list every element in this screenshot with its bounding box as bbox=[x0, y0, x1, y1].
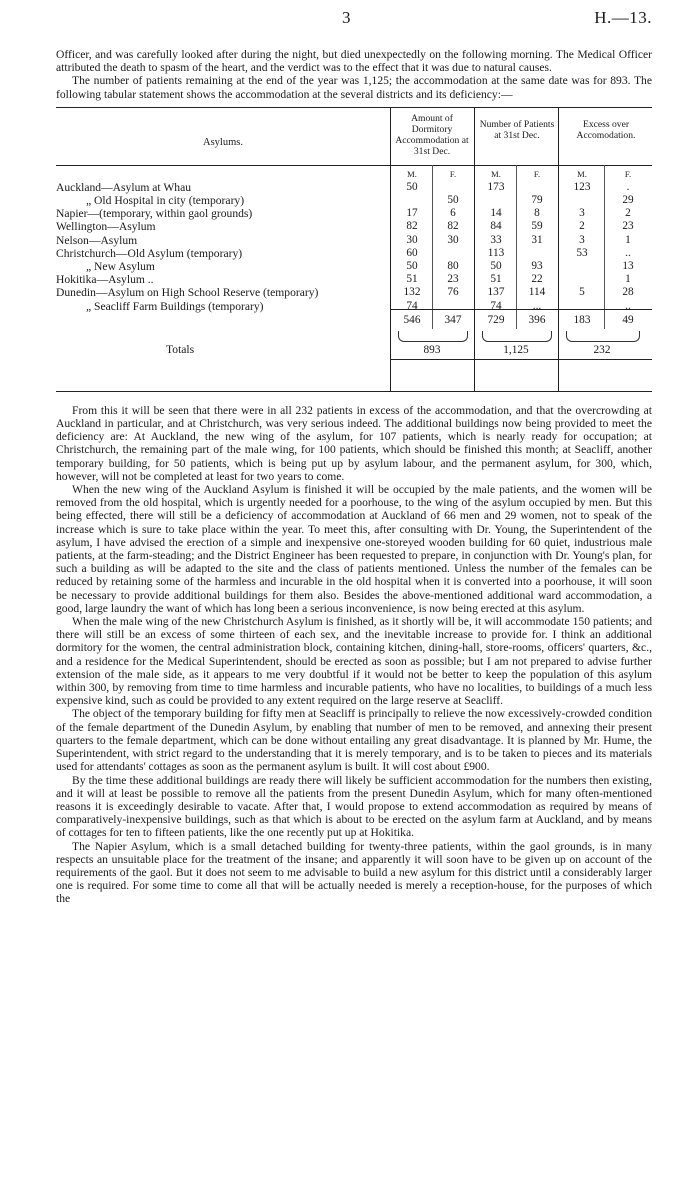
table-row-label: Hokitika—Asylum .. bbox=[56, 273, 154, 287]
table-cell: 3 bbox=[579, 207, 585, 220]
table-cell: . bbox=[626, 180, 630, 193]
total-dormitory: 893 bbox=[423, 343, 441, 356]
table-cell: 23 bbox=[447, 273, 459, 286]
table-cell: 1 bbox=[625, 233, 631, 246]
table-cell: 173 bbox=[487, 180, 505, 193]
table-cell: 30 bbox=[406, 233, 418, 246]
table-cell: 82 bbox=[447, 220, 459, 233]
table-cell: 50 bbox=[447, 194, 459, 206]
table-sum-cell: 183 bbox=[573, 313, 591, 326]
table-sum-cell: 729 bbox=[487, 313, 505, 326]
table-top-rule bbox=[56, 107, 652, 108]
brace-dormitory bbox=[398, 331, 468, 342]
table-cell: 29 bbox=[622, 194, 634, 206]
table-cell: 3 bbox=[579, 233, 585, 246]
table-cell: 51 bbox=[406, 273, 418, 286]
table-cell: 8 bbox=[534, 207, 540, 220]
table-row-label: Christchurch—Old Asylum (temporary) bbox=[56, 246, 243, 260]
intro-paragraph-1: Officer, and was carefully looked after during the night, but died unexpectedly on the following morning. The Medical Officer attributed the death to spasm of the heart, and the verdict was to the effect that it was due to natural causes. bbox=[56, 48, 652, 75]
column-header-asylums: Asylums. bbox=[203, 136, 243, 148]
paragraph: When the male wing of the new Christchurch Asylum is finished, as it shortly will be, it will accommodate 150 patients; and there will still be an excess of some thirteen of each sex, and the inevitable increase to provide for. I think an additional dormitory for the women, the central administration block, containing kitchen, dining-hall, store-rooms, officers' quarters, &c., and a residence for the Medical Superintendent, should be erected as soon as possible; but I am not prepared to advise further extension of the male side, as it appears to me very doubtful if it would not be better to keep the population of this asylum within 300, by removing from time to time harmless and incurable patients, who have no localities, to buildings of a much less expensive kind, such as could be provided to any extent required on the large reserve at Seacliff. bbox=[56, 615, 652, 708]
paragraph: When the new wing of the Auckland Asylum is finished it will be occupied by the male patients, and the women will be removed from the old hospital, which is urgently needed for a poorhouse, to the wing of the asylum occupied by men. But this being effected, there will still be a deficiency of accommodation at Auckland of 66 men and 29 women, not to speak of the increase which is sure to take place within the year. To meet this, after consulting with Dr. Young, the Superintendent of the asylum, I have advised the erection of a simple and inexpensive one-storeyed wooden building for 60 quiet, industrious male patients, at the farm-steading; and the District Engineer has been requested to prepare, in conjunction with Dr. Young's plan, for such a building as will be adapted to the site and the class of patients mentioned. Unless the number of the females can be reduced by retaining some of the harmless and incurable in the old hospital when it is converted into a poorhouse, it will soon be necessary to provide additional buildings for them also. Besides the above-mentioned additional ward accommodation, a good, large laundry the want of which has long been a serious inconvenience, is now being erected at this asylum. bbox=[56, 483, 652, 615]
table-cell: 33 bbox=[490, 233, 502, 246]
table-cell: ... bbox=[532, 299, 542, 312]
table-total-rule bbox=[390, 359, 652, 360]
document-reference: H.—13. bbox=[594, 8, 652, 27]
page-number: 3 bbox=[342, 8, 351, 27]
table-cell: 28 bbox=[622, 286, 634, 299]
accommodation-table bbox=[56, 107, 652, 394]
sub-header-female: F. bbox=[624, 168, 632, 179]
sub-header-female: F. bbox=[533, 168, 541, 179]
table-cell: 50 bbox=[406, 260, 418, 272]
table-cell: 50 bbox=[406, 180, 418, 193]
paragraph: The Napier Asylum, which is a small detached building for twenty-three patients, within the gaol grounds, is in many respects an unsuitable place for the treatment of the insane; and apparently it will soon have to be given up on account of the requirements of the gaol. But it does not seem to me advisable to build a new asylum for this district until a considerably larger one is required. For some time to come all that will be actually needed is merely a reception-house, for the purposes of which the bbox=[56, 839, 652, 906]
table-sum-cell: 396 bbox=[528, 313, 546, 326]
total-excess: 232 bbox=[593, 343, 611, 356]
paragraph: The object of the temporary building for fifty men at Seacliff is principally to relieve the now excessively-crowded condition of the female department of the Dunedin Asylum, by enabling that number of men to be removed, and annexing their present quarters to the female department, which can be done without entailing any great disadvantage. It is planned by Mr. Hume, the Superintendent, with strict regard to the understanding that it is merely temporary, and is to be taken to pieces and its materials used for attendants' cottages as soon as the permanent asylum is built. It will cost about £900. bbox=[56, 707, 652, 774]
table-cell: 132 bbox=[403, 286, 421, 299]
sub-header-male: M. bbox=[407, 168, 417, 179]
table-row-label: „ New Asylum bbox=[86, 260, 155, 273]
table-row-label: „ Old Hospital in city (temporary) bbox=[86, 194, 245, 207]
table-row-label: Napier—(temporary, within gaol grounds) bbox=[56, 207, 253, 221]
column-header-excess: Excess over Accomodation. bbox=[576, 118, 636, 141]
table-cell: 137 bbox=[487, 286, 505, 299]
table-cell: 79 bbox=[531, 194, 543, 206]
table-sum-cell: 49 bbox=[622, 313, 634, 326]
table-cell: .. bbox=[625, 246, 631, 259]
table-cell: 5 bbox=[579, 286, 585, 299]
table-cell: 53 bbox=[576, 246, 588, 259]
table-cell: 22 bbox=[531, 273, 543, 286]
table-row-label: Dunedin—Asylum on High School Reserve (temporary) bbox=[56, 286, 319, 300]
table-sum-rule bbox=[390, 309, 652, 310]
body-text bbox=[56, 404, 652, 906]
brace-patients bbox=[482, 331, 552, 342]
table-cell: 13 bbox=[622, 260, 634, 272]
sub-header-male: M. bbox=[577, 168, 587, 179]
table-cell: 1 bbox=[625, 273, 631, 286]
table-sum-cell: 347 bbox=[444, 313, 462, 326]
table-cell: 123 bbox=[573, 180, 591, 193]
table-cell: 30 bbox=[447, 233, 459, 246]
sub-header-male: M. bbox=[491, 168, 501, 179]
table-cell: 17 bbox=[406, 207, 418, 220]
table-cell: .. bbox=[625, 299, 631, 312]
document-page bbox=[56, 0, 652, 906]
table-header-rule bbox=[56, 165, 652, 166]
table-cell: 14 bbox=[490, 207, 502, 220]
table-cell: 76 bbox=[447, 286, 459, 299]
table-cell: 74 bbox=[406, 299, 418, 312]
column-header-patients: Number of Patients at 31st Dec. bbox=[479, 118, 555, 141]
table-cell: 84 bbox=[490, 220, 502, 233]
table-cell: 31 bbox=[531, 233, 543, 246]
table-cell: 2 bbox=[625, 207, 631, 220]
table-row-label: Nelson—Asylum bbox=[56, 233, 138, 247]
table-cell: 80 bbox=[447, 260, 459, 272]
table-cell: 2 bbox=[579, 220, 585, 233]
table-sum-cell: 546 bbox=[403, 313, 421, 326]
table-cell: 51 bbox=[490, 273, 502, 286]
table-col-divider bbox=[474, 107, 475, 391]
table-row-label: Auckland—Asylum at Whau bbox=[56, 180, 192, 194]
table-cell: 50 bbox=[490, 260, 502, 272]
table-cell: 74 bbox=[490, 299, 502, 312]
paragraph: By the time these additional buildings are ready there will likely be sufficient accommodation for the numbers then existing, and it will at least be possible to remove all the patients from the present Dunedin Asylum, which for many often-mentioned reasons it is exceedingly desirable to vacate. After that, I would propose to extend accommodation as required by means of comparatively-inexpensive buildings, such as that which is about to be erected on the asylum farm at Auckland, and by means of cottages for ten to fifteen patients, like the one recently put up at Hokitika. bbox=[56, 773, 652, 840]
column-header-dormitory: Amount of Dormitory Accommodation at 31st Dec. bbox=[395, 112, 469, 157]
table-cell: 59 bbox=[531, 220, 543, 233]
table-row-label: „ Seacliff Farm Buildings (temporary) bbox=[86, 299, 264, 313]
table-cell: 114 bbox=[528, 286, 546, 299]
sub-header-female: F. bbox=[449, 168, 457, 179]
table-col-divider bbox=[558, 107, 559, 391]
table-row-label: Wellington—Asylum bbox=[56, 220, 156, 234]
table-cell: 113 bbox=[487, 246, 505, 259]
table-cell: 82 bbox=[406, 220, 418, 233]
brace-excess bbox=[566, 331, 640, 342]
table-bottom-rule bbox=[56, 391, 652, 392]
page-header bbox=[56, 0, 652, 40]
table-cell: 93 bbox=[531, 260, 543, 272]
table-col-divider bbox=[390, 107, 391, 391]
paragraph: From this it will be seen that there were in all 232 patients in excess of the accommodation, and that the overcrowding at Auckland in particular, and at Christchurch, was very serious indeed. The additional buildings now being provided to meet the deficiency are: At Auckland, the new wing of the asylum, for 107 patients, which is nearly ready for occupation; at Christchurch, the remaining part of the male wing, for 100 patients, which should be finished this month; at Seacliff, another temporary building, for 50 patients, which is being put up by asylum labour, and the permanent asylum, for 300, which, however, will not be completed at least for two years to come. bbox=[56, 403, 652, 483]
table-cell: 23 bbox=[622, 220, 634, 233]
intro-paragraph-2: The number of patients remaining at the end of the year was 1,125; the accommodation at the same date was for 893. The following tabular statement shows the accommodation at the several districts and its deficiency:— bbox=[56, 74, 652, 101]
table-cell: 60 bbox=[406, 246, 418, 259]
totals-label: Totals bbox=[166, 342, 195, 356]
total-patients: 1,125 bbox=[503, 343, 529, 356]
table-cell: 6 bbox=[450, 207, 456, 220]
